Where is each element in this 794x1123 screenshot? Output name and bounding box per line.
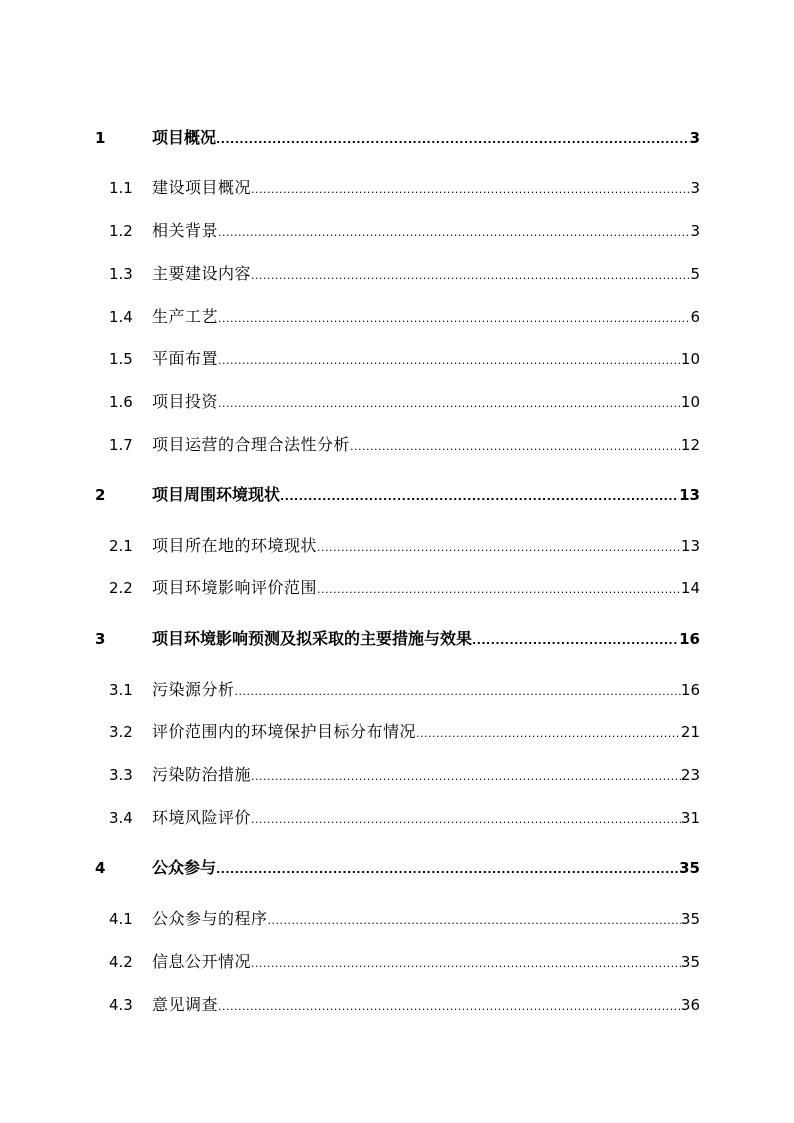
- toc-entry-line: [152, 347, 700, 371]
- toc-entry-number: 3: [95, 630, 106, 648]
- toc-entry-title[interactable]: 相关背景: [152, 221, 219, 240]
- toc-entry-title[interactable]: 项目环境影响评价范围: [152, 578, 318, 597]
- toc-entry-page[interactable]: 16: [680, 681, 700, 699]
- toc-dot-leader: [216, 858, 679, 882]
- toc-entry-page[interactable]: 31: [680, 809, 700, 827]
- toc-entry-4-3[interactable]: [0, 993, 794, 1017]
- toc-entry-title[interactable]: 生产工艺: [152, 307, 219, 326]
- toc-entry-number: 4.2: [109, 953, 133, 971]
- toc-entry-3-4[interactable]: [0, 806, 794, 830]
- toc-entry-page[interactable]: 13: [679, 486, 700, 504]
- toc-entry-line: [152, 390, 700, 414]
- toc-entry-3[interactable]: [0, 627, 794, 651]
- toc-entry-title[interactable]: 评价范围内的环境保护目标分布情况: [152, 722, 417, 741]
- toc-entry-line: [152, 576, 700, 600]
- toc-entry-title[interactable]: 平面布置: [152, 349, 219, 368]
- toc-entry-number: 3.4: [109, 809, 133, 827]
- toc-entry-number: 1.1: [109, 179, 133, 197]
- toc-dot-leader: [251, 952, 681, 976]
- toc-entry-line: [152, 219, 700, 243]
- toc-entry-page[interactable]: 14: [680, 579, 700, 597]
- toc-dot-leader: [251, 264, 690, 288]
- toc-dot-leader: [472, 629, 679, 653]
- toc-entry-line: [152, 950, 700, 974]
- toc-entry-title[interactable]: 项目环境影响预测及拟采取的主要措施与效果: [152, 629, 473, 648]
- toc-entry-title[interactable]: 项目概况: [152, 128, 217, 147]
- toc-entry-4-2[interactable]: [0, 950, 794, 974]
- toc-entry-4[interactable]: [0, 856, 794, 880]
- toc-entry-title[interactable]: 主要建设内容: [152, 264, 252, 283]
- toc-entry-title[interactable]: 项目周围环境现状: [152, 485, 281, 504]
- toc-dot-leader: [251, 808, 681, 832]
- toc-entry-line: [152, 993, 700, 1017]
- toc-entry-number: 1.7: [109, 436, 133, 454]
- toc-entry-page[interactable]: 3: [690, 179, 700, 197]
- toc-entry-line: [152, 856, 700, 880]
- toc-dot-leader: [416, 722, 681, 746]
- toc-entry-title[interactable]: 意见调查: [152, 995, 219, 1014]
- toc-dot-leader: [317, 536, 681, 560]
- toc-entry-number: 1: [95, 129, 106, 147]
- toc-entry-number: 1.6: [109, 393, 133, 411]
- toc-entry-page[interactable]: 35: [679, 859, 700, 877]
- toc-dot-leader: [218, 307, 690, 331]
- toc-entry-number: 4.1: [109, 910, 133, 928]
- toc-entry-1-7[interactable]: [0, 433, 794, 457]
- toc-entry-line: [152, 176, 700, 200]
- toc-dot-leader: [251, 178, 690, 202]
- toc-entry-title[interactable]: 环境风险评价: [152, 808, 252, 827]
- toc-entry-page[interactable]: 35: [680, 953, 700, 971]
- toc-entry-1-3[interactable]: [0, 262, 794, 286]
- toc-entry-number: 1.3: [109, 265, 133, 283]
- toc-entry-page[interactable]: 5: [690, 265, 700, 283]
- toc-entry-page[interactable]: 21: [680, 723, 700, 741]
- toc-entry-title[interactable]: 建设项目概况: [152, 178, 252, 197]
- toc-entry-1-4[interactable]: [0, 305, 794, 329]
- toc-entry-number: 2.2: [109, 579, 133, 597]
- toc-entry-line: [152, 483, 700, 507]
- toc-entry-3-2[interactable]: [0, 720, 794, 744]
- toc-entry-page[interactable]: 35: [680, 910, 700, 928]
- toc-entry-1-2[interactable]: [0, 219, 794, 243]
- toc-dot-leader: [251, 765, 681, 789]
- toc-dot-leader: [218, 221, 690, 245]
- toc-entry-page[interactable]: 23: [680, 766, 700, 784]
- toc-entry-4-1[interactable]: [0, 907, 794, 931]
- toc-entry-1-6[interactable]: [0, 390, 794, 414]
- toc-entry-1[interactable]: [0, 126, 794, 150]
- toc-dot-leader: [235, 680, 681, 704]
- toc-entry-line: [152, 305, 700, 329]
- toc-entry-line: [152, 720, 700, 744]
- toc-entry-title[interactable]: 项目所在地的环境现状: [152, 536, 318, 555]
- toc-entry-2-1[interactable]: [0, 534, 794, 558]
- toc-entry-line: [152, 806, 700, 830]
- toc-entry-1-5[interactable]: [0, 347, 794, 371]
- toc-entry-3-1[interactable]: [0, 678, 794, 702]
- toc-entry-page[interactable]: 10: [680, 393, 700, 411]
- toc-entry-2[interactable]: [0, 483, 794, 507]
- toc-entry-line: [152, 126, 700, 150]
- toc-entry-2-2[interactable]: [0, 576, 794, 600]
- toc-entry-number: 3.3: [109, 766, 133, 784]
- toc-entry-number: 3.1: [109, 681, 133, 699]
- toc-entry-number: 1.2: [109, 222, 133, 240]
- toc-dot-leader: [218, 392, 681, 416]
- toc-entry-3-3[interactable]: [0, 763, 794, 787]
- toc-entry-line: [152, 534, 700, 558]
- toc-entry-number: 2.1: [109, 537, 133, 555]
- toc-entry-page[interactable]: 6: [690, 308, 700, 326]
- toc-dot-leader: [280, 485, 679, 509]
- toc-dot-leader: [218, 995, 681, 1019]
- toc-dot-leader: [350, 435, 681, 459]
- toc-entry-1-1[interactable]: [0, 176, 794, 200]
- toc-entry-title[interactable]: 项目投资: [152, 392, 219, 411]
- toc-entry-title[interactable]: 公众参与: [152, 858, 217, 877]
- toc-entry-line: [152, 763, 700, 787]
- toc-entry-title[interactable]: 污染源分析: [152, 680, 235, 699]
- toc-entry-title[interactable]: 污染防治措施: [152, 765, 252, 784]
- toc-entry-title[interactable]: 信息公开情况: [152, 952, 252, 971]
- toc-entry-line: [152, 678, 700, 702]
- toc-entry-number: 4: [95, 859, 106, 877]
- toc-entry-title[interactable]: 公众参与的程序: [152, 909, 268, 928]
- toc-entry-line: [152, 627, 700, 651]
- toc-dot-leader: [317, 578, 681, 602]
- toc-entry-line: [152, 907, 700, 931]
- toc-entry-page[interactable]: 10: [680, 350, 700, 368]
- toc-entry-page[interactable]: 16: [679, 630, 700, 648]
- toc-entry-page[interactable]: 12: [680, 436, 700, 454]
- toc-dot-leader: [218, 349, 681, 373]
- toc-entry-page[interactable]: 36: [680, 996, 700, 1014]
- toc-entry-number: 1.5: [109, 350, 133, 368]
- toc-entry-number: 4.3: [109, 996, 133, 1014]
- toc-entry-number: 1.4: [109, 308, 133, 326]
- toc-entry-page[interactable]: 13: [680, 537, 700, 555]
- toc-entry-line: [152, 262, 700, 286]
- toc-entry-title[interactable]: 项目运营的合理合法性分析: [152, 435, 351, 454]
- toc-entry-line: [152, 433, 700, 457]
- toc-dot-leader: [268, 909, 681, 933]
- toc-entry-number: 2: [95, 486, 106, 504]
- toc-entry-page[interactable]: 3: [689, 129, 700, 147]
- toc-entry-page[interactable]: 3: [690, 222, 700, 240]
- toc-entry-number: 3.2: [109, 723, 133, 741]
- toc-dot-leader: [216, 128, 690, 152]
